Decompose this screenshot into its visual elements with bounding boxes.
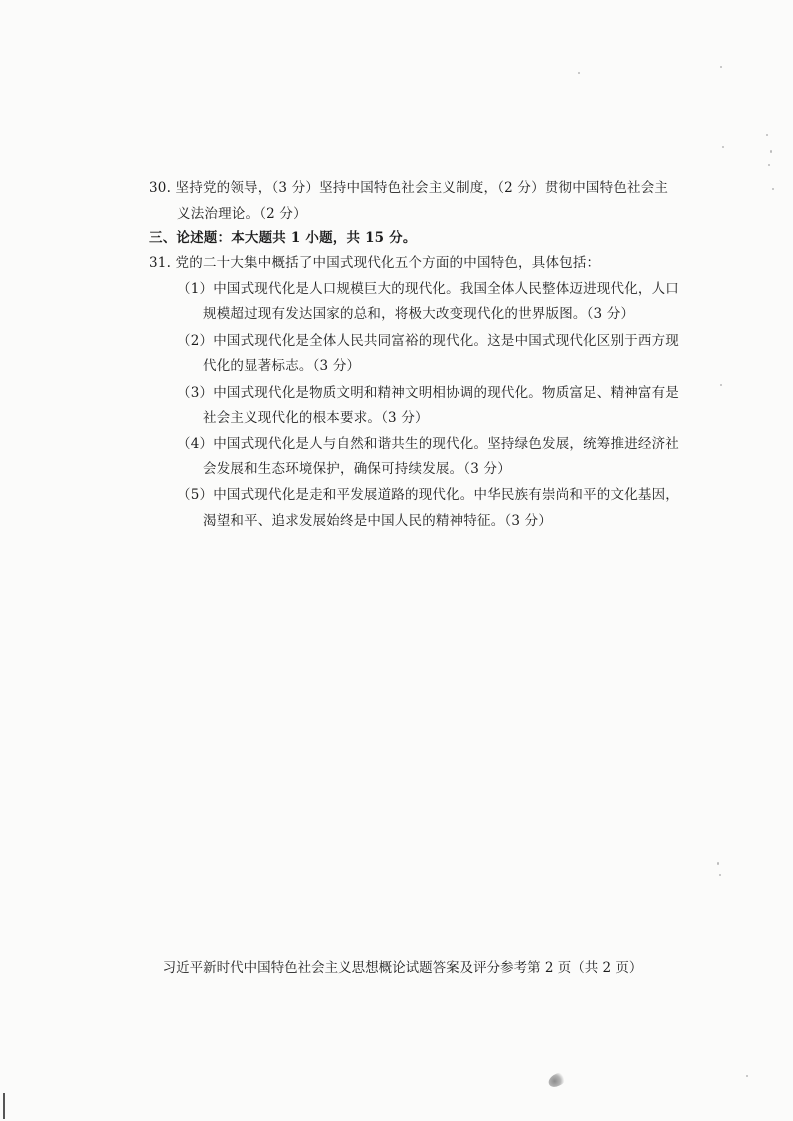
q31-item-3-line-2: 社会主义现代化的根本要求。（3 分）: [203, 410, 429, 426]
scan-speck: [720, 66, 722, 68]
q31-item-2-line-1: （2）中国式现代化是全体人民共同富裕的现代化。这是中国式现代化区别于西方现: [177, 333, 679, 349]
q31-intro: 31. 党的二十大集中概括了中国式现代化五个方面的中国特色，具体包括：: [149, 255, 601, 271]
scan-speck: [768, 164, 770, 166]
q31-item-1-line-2: 规模超过现有发达国家的总和，将极大改变现代化的世界版图。（3 分）: [203, 306, 635, 322]
scan-speck: [720, 384, 722, 386]
scan-smudge: [546, 1071, 567, 1089]
q30-line-2: 义法治理论。（2 分）: [177, 206, 307, 222]
q31-item-5-line-1: （5）中国式现代化是走和平发展道路的现代化。中华民族有崇尚和平的文化基因，: [177, 487, 679, 503]
page-footer: 习近平新时代中国特色社会主义思想概论试题答案及评分参考第 2 页（共 2 页）: [162, 960, 643, 976]
scan-speck: [719, 874, 721, 876]
q31-item-1-line-1: （1）中国式现代化是人口规模巨大的现代化。我国全体人民整体迈进现代化，人口: [177, 281, 679, 297]
q31-item-4-line-1: （4）中国式现代化是人与自然和谐共生的现代化。坚持绿色发展，统筹推进经济社: [177, 436, 679, 452]
scan-speck: [766, 134, 768, 136]
q31-item-4-line-2: 会发展和生态环境保护，确保可持续发展。（3 分）: [203, 461, 511, 477]
scan-speck: [717, 862, 719, 865]
q31-item-5-line-2: 渴望和平、追求发展始终是中国人民的精神特征。（3 分）: [203, 513, 553, 529]
scan-speck: [772, 188, 774, 190]
q31-item-2-line-2: 代化的显著标志。（3 分）: [203, 358, 361, 374]
scan-edge-mark: [3, 1093, 5, 1119]
scan-speck: [722, 146, 724, 148]
scan-speck: [770, 150, 772, 153]
section-3-heading: 三、论述题：本大题共 1 小题，共 15 分。: [149, 230, 417, 246]
q30-line-1: 30. 坚持党的领导，（3 分）坚持中国特色社会主义制度，（2 分）贯彻中国特色社会主: [149, 180, 669, 196]
scan-speck: [578, 72, 580, 74]
q31-item-3-line-1: （3）中国式现代化是物质文明和精神文明相协调的现代化。物质富足、精神富有是: [177, 385, 679, 401]
scan-speck: [746, 1075, 748, 1077]
